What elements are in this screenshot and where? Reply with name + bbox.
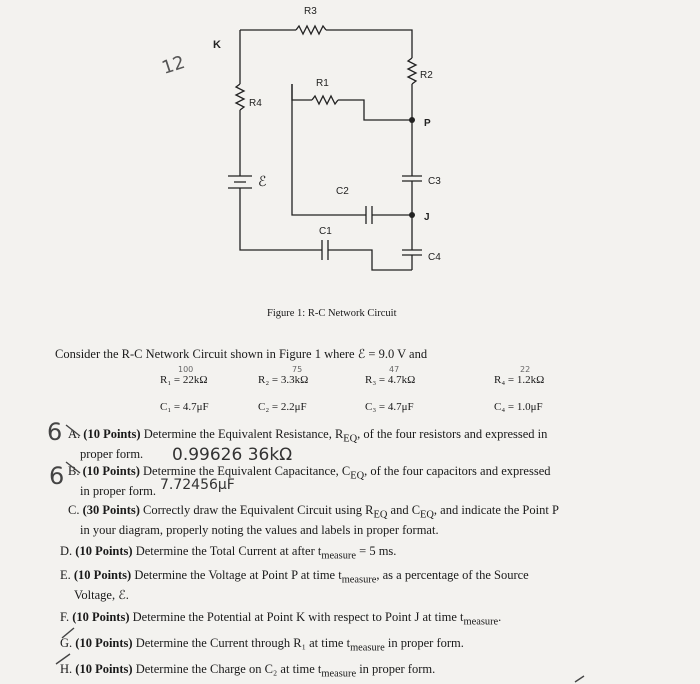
answer-a: 0.99626 36kΩ [172, 445, 293, 465]
c1-label: C1 [319, 226, 332, 237]
slash-mark-h [56, 654, 70, 664]
note-r4: 22 [520, 365, 531, 374]
value-r3: R₃ = 4.7kΩ [365, 374, 416, 386]
note-r3: 47 [389, 365, 400, 374]
question-h: H. (10 Points) Determine the Charge on C₂ at time $t_{measure}$ in proper form. [60, 662, 436, 680]
r4-label: R4 [249, 98, 262, 109]
check-mark-b [66, 462, 80, 473]
value-c4: C₄ = 1.0μF [494, 401, 543, 413]
handwritten-12: 12 [159, 51, 188, 79]
c3-label: C3 [428, 176, 441, 187]
intro-text: Consider the R-C Network Circuit shown in Figure 1 where ℰ = 9.0 V and [55, 347, 428, 361]
note-r2: 75 [292, 365, 303, 374]
value-r4: R₄ = 1.2kΩ [494, 374, 545, 386]
c4-label: C4 [428, 252, 441, 263]
r3-label: R3 [304, 6, 317, 17]
source-label: ℰ [258, 173, 267, 189]
slash-mark-g [62, 628, 74, 638]
answer-b: 7.72456μF [160, 477, 235, 493]
score-b: 6 [49, 462, 65, 490]
value-c3: C₃ = 4.7μF [365, 401, 414, 413]
figure-caption: Figure 1: R-C Network Circuit [267, 308, 397, 319]
question-c: C. (30 Points) Correctly draw the Equivalent Circuit using $R_{EQ}$ and $C_{EQ}$, and indicate the Point P in your diagram, properly noting the values and labels in proper format. [68, 503, 559, 537]
r1-label: R1 [316, 78, 329, 89]
node-j-label: J [424, 212, 430, 223]
score-a: 6 [47, 418, 63, 446]
question-g: G. (10 Points) Determine the Current through R₁ at time $t_{measure}$ in proper form. [60, 636, 464, 654]
question-d: D. (10 Points) Determine the Total Current at after $t_{measure} = 5$ ms. [60, 544, 397, 562]
question-a: A. (10 Points) Determine the Equivalent Resistance, $R_{EQ}$, of the four resistors and expressed in proper form. [68, 427, 548, 461]
value-c1: C₁ = 4.7μF [160, 401, 209, 413]
value-r2: R₂ = 3.3kΩ [258, 374, 309, 386]
note-r1: 100 [178, 365, 194, 374]
slash-mark-bottom [575, 676, 584, 682]
value-c2: C₂ = 2.2μF [258, 401, 307, 413]
question-e: E. (10 Points) Determine the Voltage at Point P at time $t_{measure}$, as a percentage of the Source Voltage, ℰ. [60, 568, 529, 602]
c2-label: C2 [336, 186, 349, 197]
question-f: F. (10 Points) Determine the Potential at Point K with respect to Point J at time $t_{measure}$. [60, 610, 502, 628]
check-mark-a [66, 425, 80, 436]
value-r1: R₁ = 22kΩ [160, 374, 208, 386]
question-b: B. (10 Points) Determine the Equivalent Capacitance, $C_{EQ}$, of the four capacitors and expressed in proper form. [68, 464, 551, 498]
node-k-label: K [213, 39, 221, 51]
r2-label: R2 [420, 70, 433, 81]
node-p-label: P [424, 118, 431, 129]
